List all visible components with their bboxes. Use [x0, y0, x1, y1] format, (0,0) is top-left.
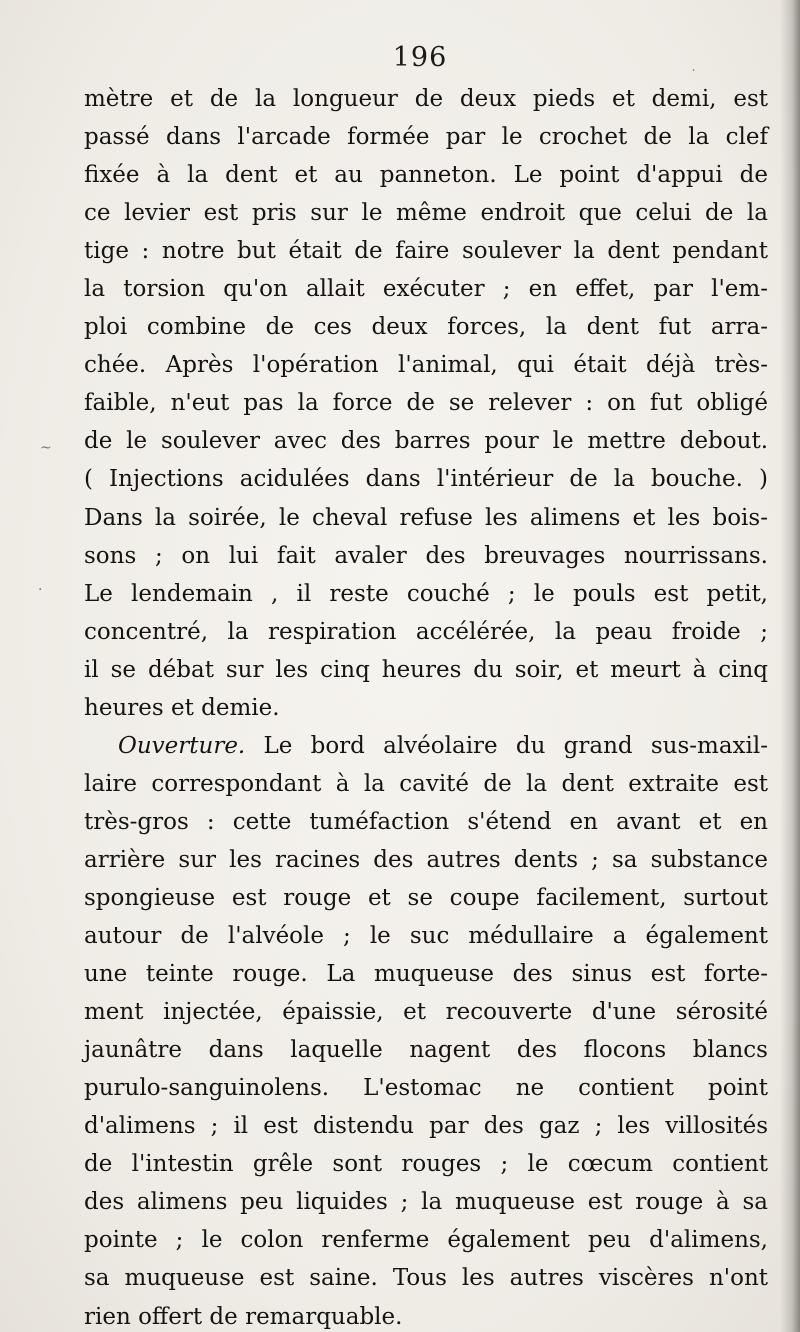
- text-line: ment injectée, épaissie, et recouverte d'une sérosité: [84, 999, 768, 1026]
- text-line: autour de l'alvéole ; le suc médullaire a également: [84, 923, 768, 950]
- text-line: jaunâtre dans laquelle nagent des flocons blancs: [84, 1037, 768, 1064]
- text-line: de l'intestin grêle sont rouges ; le cœcum contient: [84, 1151, 768, 1178]
- text-line: laire correspondant à la cavité de la dent extraite est: [84, 770, 768, 797]
- text-line: chée. Après l'opération l'animal, qui était déjà très-: [84, 352, 768, 379]
- text-line: d'alimens ; il est distendu par des gaz ; les villosités: [84, 1113, 768, 1140]
- text-line: arrière sur les racines des autres dents ; sa substance: [84, 846, 768, 873]
- text-line: très-gros : cette tuméfaction s'étend en avant et en: [84, 808, 768, 835]
- text-line: spongieuse est rouge et se coupe facilement, surtout: [84, 884, 768, 911]
- page-number: 196: [392, 42, 448, 73]
- section-heading: Ouverture.: [118, 732, 246, 759]
- text-line: heures et demie.: [84, 694, 280, 721]
- text-line: tige : notre but était de faire soulever la dent pendant: [84, 238, 768, 265]
- ink-mark: ~: [40, 440, 52, 456]
- text-line: ce levier est pris sur le même endroit que celui de la: [84, 200, 768, 227]
- text-line: Dans la soirée, le cheval refuse les alimens et les bois-: [84, 504, 768, 531]
- text-line: de le soulever avec des barres pour le mettre debout.: [84, 428, 768, 455]
- text-line: ploi combine de ces deux forces, la dent fut arra-: [84, 314, 768, 341]
- text-line: sons ; on lui fait avaler des breuvages nourrissans.: [84, 542, 768, 569]
- text-fragment: Le bord alvéolaire du grand sus-maxil-: [263, 732, 769, 759]
- text-line: purulo-sanguinolens. L'estomac ne contient point: [84, 1075, 768, 1102]
- text-line: fixée à la dent et au panneton. Le point d'appui de: [84, 162, 768, 189]
- text-line: ( Injections acidulées dans l'intérieur de la bouche. ): [84, 466, 768, 493]
- text-line: Le lendemain , il reste couché ; le pouls est petit,: [84, 580, 768, 607]
- ink-mark: ·: [38, 582, 43, 598]
- text-line: faible, n'eut pas la force de se relever : on fut obligé: [84, 390, 768, 417]
- ink-mark: ˙: [690, 68, 697, 84]
- text-line: sa muqueuse est saine. Tous les autres viscères n'ont: [84, 1265, 768, 1292]
- text-line: mètre et de la longueur de deux pieds et demi, est: [84, 86, 768, 112]
- text-line: une teinte rouge. La muqueuse des sinus est forte-: [84, 961, 768, 988]
- text-line: rien offert de remarquable.: [84, 1303, 403, 1330]
- text-line: pointe ; le colon renferme également peu d'alimens,: [84, 1227, 768, 1254]
- binding-shadow: [780, 0, 800, 1332]
- ouverture-first-line: [84, 727, 768, 765]
- text-line: la torsion qu'on allait exécuter ; en effet, par l'em-: [84, 276, 768, 303]
- body-text: [84, 80, 768, 1332]
- text-line: il se débat sur les cinq heures du soir, et meurt à cinq: [84, 656, 768, 683]
- text-line: des alimens peu liquides ; la muqueuse est rouge à sa: [84, 1189, 768, 1216]
- text-line: concentré, la respiration accélérée, la peau froide ;: [84, 618, 768, 645]
- text-line: passé dans l'arcade formée par le crochet de la clef: [84, 124, 768, 151]
